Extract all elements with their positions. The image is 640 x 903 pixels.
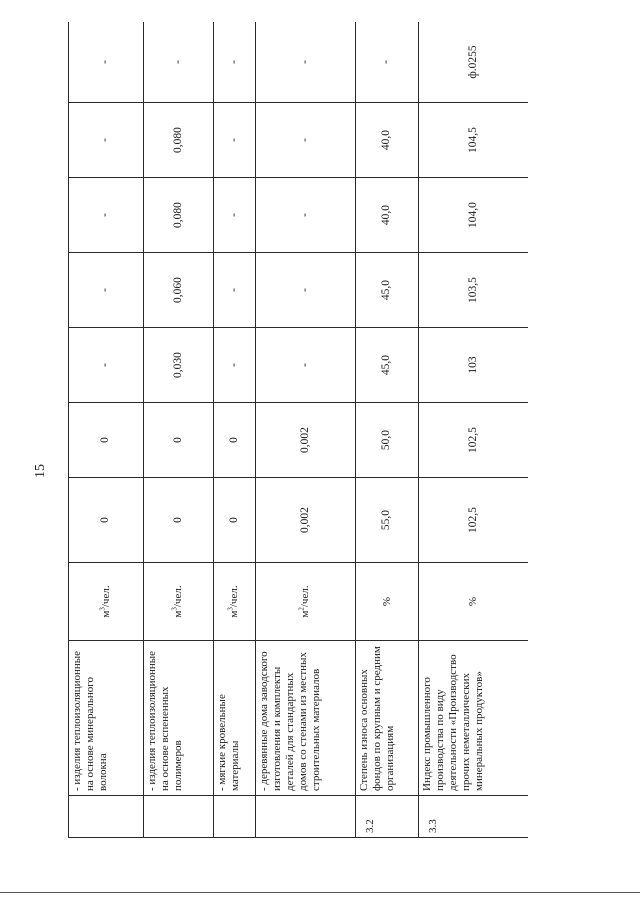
unit-exponent: 3	[97, 607, 106, 611]
indicator-name: - мягкие кровельные материалы	[214, 641, 256, 796]
value-cell: 0,002	[256, 403, 356, 478]
value-cell: -	[214, 103, 256, 178]
unit-base: %	[380, 596, 393, 607]
table-row	[214, 22, 256, 838]
indicator-name: - изделия теплоизоляционные на основе минерального волокна	[69, 641, 144, 796]
unit-cell	[144, 563, 214, 641]
indicators-table	[68, 22, 528, 838]
value-cell: -	[69, 328, 144, 403]
value-cell: -	[214, 22, 256, 103]
value-cell: -	[214, 178, 256, 253]
value-cell: 103	[419, 328, 529, 403]
table-row	[419, 22, 529, 838]
unit-cell	[419, 563, 529, 641]
indicator-name: - изделия теплоизоляционные на основе вспененных полимеров	[144, 641, 214, 796]
table-row	[256, 22, 356, 838]
value-cell: 0,030	[144, 328, 214, 403]
unit-exponent: 3	[226, 607, 235, 611]
value-cell: -	[256, 178, 356, 253]
value-cell: 0,080	[144, 178, 214, 253]
unit-base: м	[299, 610, 312, 618]
table-row	[69, 22, 144, 838]
value-cell: -	[69, 22, 144, 103]
indicator-name: Степень износа основных фондов по крупным и средним организациям	[356, 641, 419, 796]
row-number: 3.2	[356, 796, 419, 838]
value-cell: -	[69, 178, 144, 253]
value-cell: -	[69, 253, 144, 328]
value-cell: -	[144, 22, 214, 103]
value-cell: 45,0	[356, 328, 419, 403]
row-number	[69, 796, 144, 838]
value-cell: 104,0	[419, 178, 529, 253]
unit-cell	[69, 563, 144, 641]
value-cell: 0	[69, 403, 144, 478]
row-number	[256, 796, 356, 838]
value-cell: 0	[144, 403, 214, 478]
value-cell: 102,5	[419, 478, 529, 563]
value-cell: 0	[144, 478, 214, 563]
unit-cell	[356, 563, 419, 641]
value-cell: -	[256, 328, 356, 403]
row-number: 3.3	[419, 796, 529, 838]
bottom-rule	[0, 892, 640, 893]
value-cell: 104,5	[419, 103, 529, 178]
value-cell: -	[256, 253, 356, 328]
row-number	[214, 796, 256, 838]
value-cell: 40,0	[356, 103, 419, 178]
unit-cell	[214, 563, 256, 641]
value-cell: -	[214, 328, 256, 403]
value-cell: 103,5	[419, 253, 529, 328]
value-cell: -	[69, 103, 144, 178]
value-cell: ф.0255	[419, 22, 529, 103]
unit-tail: /чел.	[299, 585, 312, 608]
value-cell: 0,060	[144, 253, 214, 328]
unit-base: м	[172, 610, 185, 618]
value-cell: -	[214, 253, 256, 328]
unit-base: м	[228, 610, 241, 618]
value-cell: 50,0	[356, 403, 419, 478]
unit-exponent: 3	[170, 607, 179, 611]
value-cell: 55,0	[356, 478, 419, 563]
value-cell: -	[356, 22, 419, 103]
unit-cell	[256, 563, 356, 641]
value-cell: -	[256, 22, 356, 103]
value-cell: -	[256, 103, 356, 178]
table-row	[144, 22, 214, 838]
indicator-name: - деревянные дома заводского изготовления и комплекты деталей для стандартных домов со стенами из местных строительных материалов	[256, 641, 356, 796]
indicator-name: Индекс промышленного производства по виду деятельности «Производство прочих неметаллических минеральных продуктов»	[419, 641, 529, 796]
unit-base: м	[99, 610, 112, 618]
table-wrapper	[68, 22, 528, 838]
value-cell: 0,002	[256, 478, 356, 563]
unit-tail: /чел.	[172, 585, 185, 608]
row-number	[144, 796, 214, 838]
unit-base: %	[467, 596, 480, 607]
value-cell: 0	[214, 478, 256, 563]
value-cell: 0,080	[144, 103, 214, 178]
table-row	[356, 22, 419, 838]
unit-exponent: 2	[297, 607, 306, 611]
unit-tail: /чел.	[228, 585, 241, 608]
page-number: 15	[33, 464, 48, 478]
value-cell: 0	[214, 403, 256, 478]
value-cell: 40,0	[356, 178, 419, 253]
value-cell: 45,0	[356, 253, 419, 328]
value-cell: 0	[69, 478, 144, 563]
value-cell: 102,5	[419, 403, 529, 478]
unit-tail: /чел.	[99, 585, 112, 608]
